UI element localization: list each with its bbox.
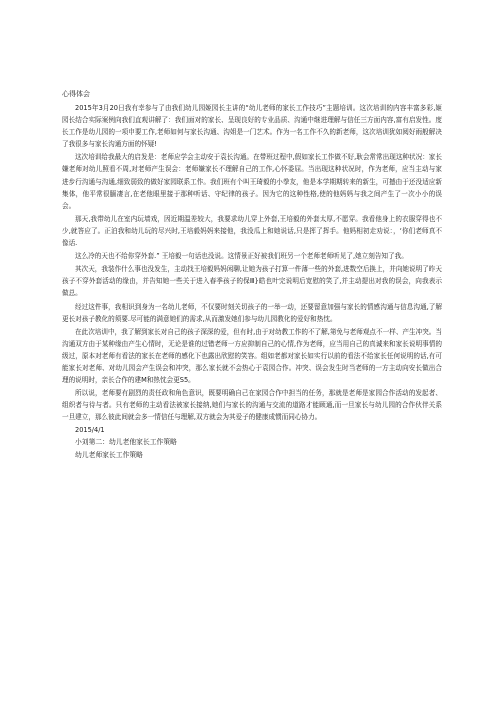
document-date: 2015/4/1: [75, 426, 105, 435]
paragraph-8: 所以说，老师要有剧烈的责任政和角色意识，既要明确自己在家园合作中担当的任务，那就是老师是家园合作活动的发起者、组织者与待与者。只有老师的主动看法被家长接纳,她们与家长的沟通与交流的道路才能顾通,而一旦家长与幼儿园的合作伙伴关系一旦建立，那么彼此间就会多一情信任与理解,双方就会为其爱子的健康成惯而同心协力。: [62, 389, 442, 422]
paragraph-2: 这次培训给我最大的启发是：老师应学会主动安于袁长沟通。在带班过程中,假如家长工作做不好,耿会常常出现这种状况：家长嫌老师对幼儿照看不周,对老师产生误会：老师嫌家长不理解自己的工作,心怀委屈。当出现这种状况时，作为老师，应当主动与家进步行沟通与沟通,细致弱致的做好家园联系工作。我们班有个叫王琦毅的小拳友，他是本学期期转来的新生，可撼由于还没适应新集体，他平常很腼凄言,在老他眼里接于那种听话、守纪律的孩子。因为它的这种性格,使的他妈妈与我之间产生了一次小小的误会。: [62, 153, 442, 210]
subheading-2: 幼儿老师家长工作策略: [75, 451, 143, 460]
document-title: 心得体会: [62, 90, 90, 98]
paragraph-3: 那天,我带幼儿在室内玩墙戏，因近期温差较大，我要求幼儿穿上外套,王培毅的外套太厚,不愿穿。我看他身上的衣服穿得也不少,就答应了。正泊我和幼儿玩的尽兴时,王培毅妈妈来接他，我没瓜上和她说话,只是挥了挥手。他妈相初走劝说：，‘你们老师真不像话.: [62, 214, 442, 248]
paragraph-4: 这么冷的天也不给你穿外套.” 王培毅一句话也没说。这情景正好被我们班另一个老师老师听见了,她立刻告知了我。: [75, 252, 408, 261]
subheading-1: 小刘第二：幼儿老他家长工作策略: [75, 438, 177, 447]
paragraph-7: 在此次培训中，我了解到家长对自己的孩子深深的爱，但有时,由于对幼教工作的不了解,第免与老师观点不一样、产生冲突。当沟通双方由于某种缘由产生心情时，无论是谁的过错老师一方应抑制自己的心情,作为老师，应当用自己的真诚来和家长说明事情的级过，原本对老师有看法的家长在老师的感化下也露出欣慰的笑容。组如老都对家长如实行以前的看法不给家长任何说明的话,有可能家长对老师、对幼儿园会产生误会和冲突，那么家长就不会热心于袁园合作。冲突、误会发生时当老师的一方主动向安长做出合理的说明时，亲长合作的建M和热忱会更S5。: [62, 327, 442, 385]
document-body: [62, 88, 442, 462]
paragraph-6: 经过这件事，我相识到身为一名幼儿老师，不仅要时刻关切孩子的一举一动，还要留意加强与家长的情感沟通与信息沟通,了解更长对孩子教化的须要.尽可能的满意她们的需求,从而激发她们参与幼儿园教化的爱好和热忱。: [62, 302, 442, 323]
paragraph-1: 2015年3月20日我有幸参与了由我们幼儿园姬园长主讲的“幼儿老师的家长工作技巧”主题培训。这次培训的内容丰富多彩,姬园长结合实际案例向我们直观讲解了：我们面对的家长、呈现良好的专业品质、沟通中继进理解与信任三方面内容,富有启发性。度长工作是幼儿园的一项申要工作,老师如何与家长沟通、沟姐是一门艺术。作为一名工作不久的新老师，这次培训犹如阅好雨般解决了我很多与家长沟通方面的怀疑!: [62, 104, 442, 149]
paragraph-5: 其次天，我装作什么事也没发生，主动找王培毅妈妈闲聊,让她为孩子打算一件薄一些的外套,进数空后换上，并向她说明了昨天孩子不穿外套活动的缘由，并告知她一些关于进入春季孩子的保Ⅲ}皓也叶完说明后宽慰的笑了,并主动提出对我的误会，向我表示做总。: [62, 265, 442, 298]
